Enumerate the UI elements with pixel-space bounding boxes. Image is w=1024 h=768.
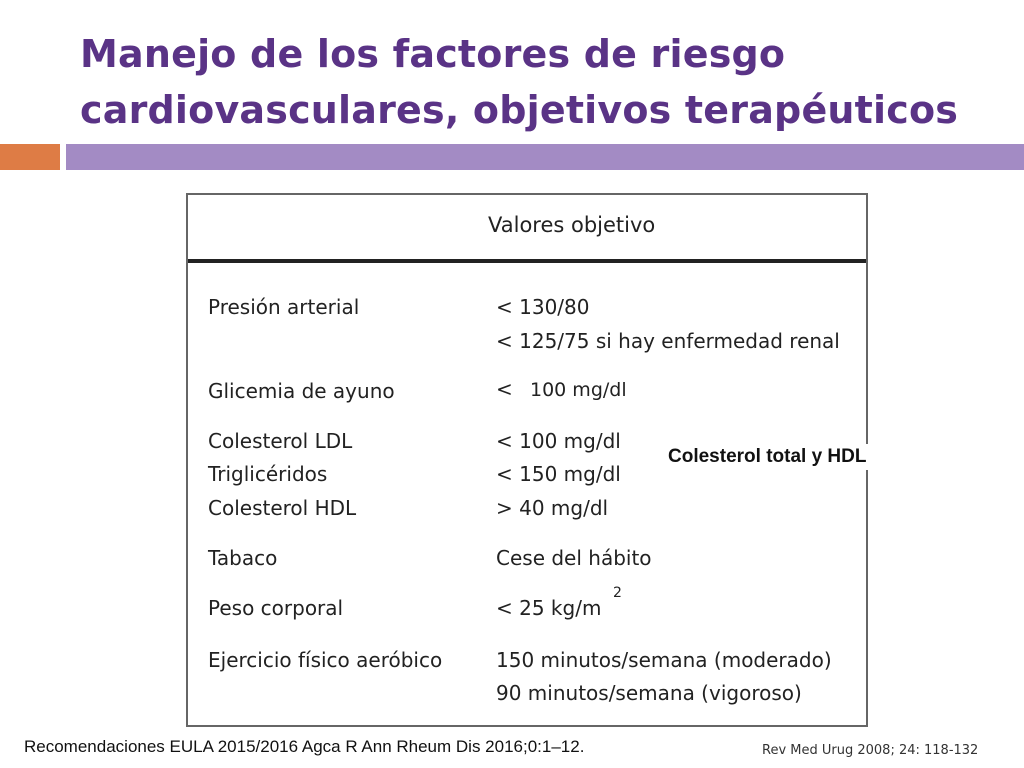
- row-value-glicemia: 100 mg/dl: [530, 379, 627, 401]
- table-header: Valores objetivo: [488, 213, 656, 237]
- row-op-glicemia: <: [496, 377, 513, 401]
- row-label-glicemia: Glicemia de ayuno: [208, 379, 395, 403]
- row-label-peso: Peso corporal: [208, 596, 344, 620]
- row-label-ldl: Colesterol LDL: [208, 429, 353, 453]
- row-label-tabaco: Tabaco: [208, 546, 278, 570]
- row-value-ejercicio-moderado: 150 minutos/semana (moderado): [496, 648, 832, 672]
- accent-bar-purple: [66, 144, 1024, 170]
- row-label-presion: Presión arterial: [208, 295, 360, 319]
- row-label-hdl: Colesterol HDL: [208, 496, 357, 520]
- slide-title: [80, 26, 1000, 138]
- row-value-trigliceridos: < 150 mg/dl: [496, 462, 621, 486]
- row-value-peso-superscript: 2: [613, 585, 622, 601]
- row-value-peso: < 25 kg/m: [496, 596, 602, 620]
- slide-title-line-2: cardiovasculares, objetivos terapéuticos: [80, 88, 959, 132]
- footer-reference-rev-med: Rev Med Urug 2008; 24: 118-132: [762, 743, 979, 758]
- row-label-trigliceridos: Triglicéridos: [208, 462, 328, 486]
- slide-title-line-1: Manejo de los factores de riesgo: [80, 32, 786, 76]
- annotation-colesterol: Colesterol total y HDL: [668, 444, 868, 470]
- row-value-tabaco: Cese del hábito: [496, 546, 652, 570]
- row-value-presion-renal: < 125/75 si hay enfermedad renal: [496, 329, 840, 353]
- header-divider: [188, 259, 866, 263]
- row-value-presion: < 130/80: [496, 295, 590, 319]
- row-value-ejercicio-vigoroso: 90 minutos/semana (vigoroso): [496, 681, 802, 705]
- accent-bar-orange: [0, 144, 60, 170]
- row-label-ejercicio: Ejercicio físico aeróbico: [208, 648, 443, 672]
- row-value-ldl: < 100 mg/dl: [496, 429, 621, 453]
- footer-reference-eula: Recomendaciones EULA 2015/2016 Agca R Ann Rheum Dis 2016;0:1–12.: [24, 737, 585, 756]
- row-value-hdl: > 40 mg/dl: [496, 496, 609, 520]
